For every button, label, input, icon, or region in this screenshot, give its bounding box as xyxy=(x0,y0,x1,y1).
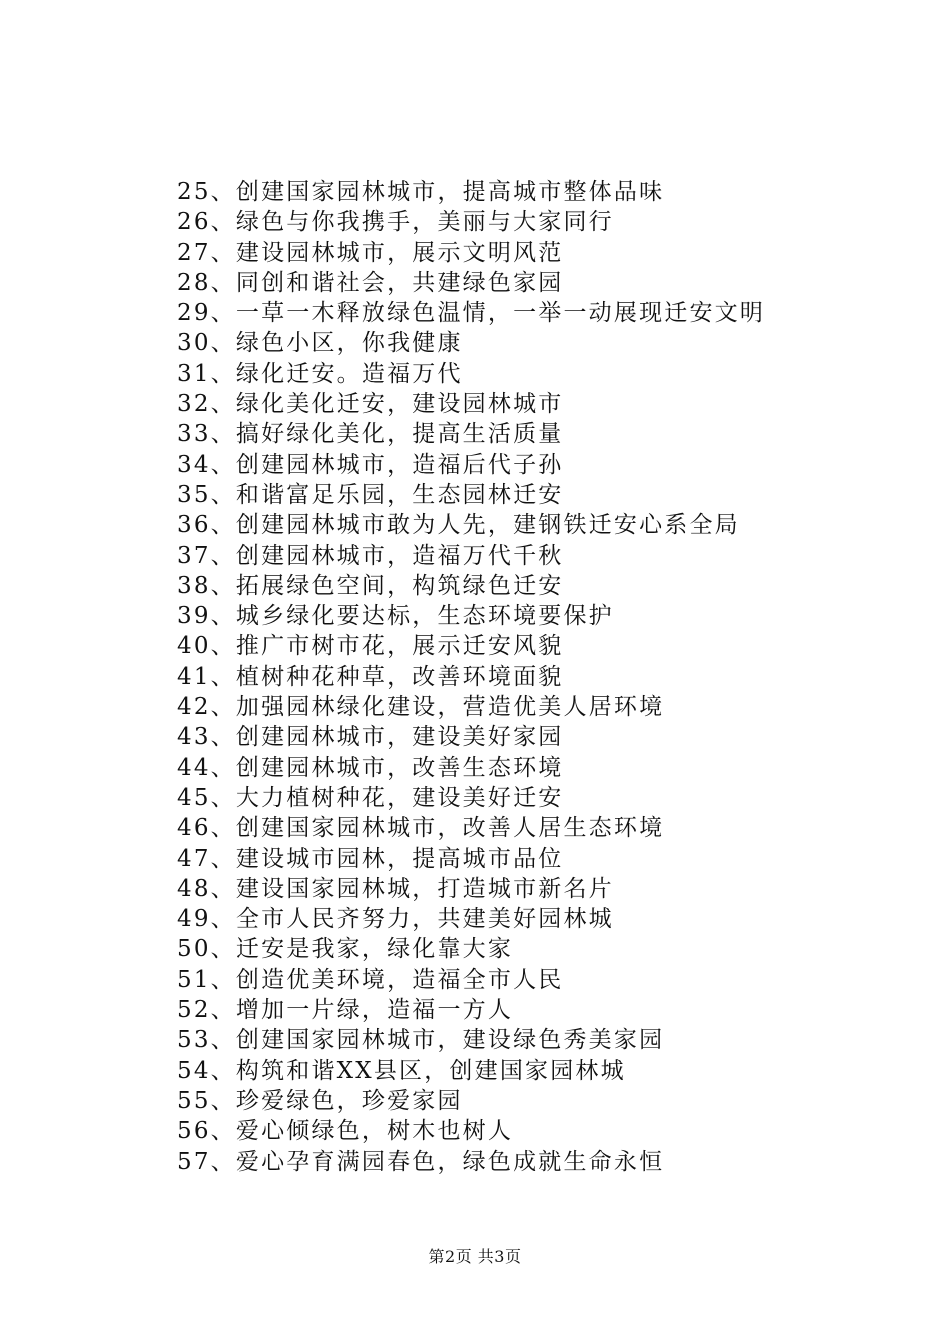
list-item: 41、植树种花种草，改善环境面貌 xyxy=(177,663,564,690)
list-item: 53、创建国家园林城市，建设绿色秀美家园 xyxy=(177,1027,665,1054)
list-item: 57、爱心孕育满园春色，绿色成就生命永恒 xyxy=(177,1148,665,1175)
list-item: 37、创建园林城市，造福万代千秋 xyxy=(177,542,564,569)
list-item: 30、绿色小区，你我健康 xyxy=(177,330,463,357)
list-item: 28、同创和谐社会，共建绿色家园 xyxy=(177,269,564,296)
list-item: 43、创建园林城市，建设美好家园 xyxy=(177,724,564,751)
list-item: 55、珍爱绿色，珍爱家园 xyxy=(177,1087,463,1114)
list-item: 26、绿色与你我携手，美丽与大家同行 xyxy=(177,209,614,236)
list-item: 48、建设国家园林城，打造城市新名片 xyxy=(177,875,614,902)
list-item: 50、迁安是我家，绿化靠大家 xyxy=(177,936,514,963)
list-item: 36、创建园林城市敢为人先，建钢铁迁安心系全局 xyxy=(177,512,740,539)
list-item: 39、城乡绿化要达标，生态环境要保护 xyxy=(177,603,614,630)
list-item: 35、和谐富足乐园，生态园林迁安 xyxy=(177,481,564,508)
list-item: 51、创造优美环境，造福全市人民 xyxy=(177,966,564,993)
list-item: 52、增加一片绿，造福一方人 xyxy=(177,997,514,1024)
list-item: 27、建设园林城市，展示文明风范 xyxy=(177,239,564,266)
page-footer xyxy=(0,1244,950,1267)
list-item: 46、创建国家园林城市，改善人居生态环境 xyxy=(177,815,665,842)
list-item: 47、建设城市园林，提高城市品位 xyxy=(177,845,564,872)
list-item: 44、创建园林城市，改善生态环境 xyxy=(177,754,564,781)
list-item: 31、绿化迁安。造福万代 xyxy=(177,360,463,387)
slogan-list xyxy=(177,177,765,1177)
list-item: 49、全市人民齐努力，共建美好园林城 xyxy=(177,906,614,933)
list-item: 38、拓展绿色空间，构筑绿色迁安 xyxy=(177,572,564,599)
list-item: 32、绿化美化迁安，建设园林城市 xyxy=(177,391,564,418)
list-item: 33、搞好绿化美化，提高生活质量 xyxy=(177,421,564,448)
list-item: 45、大力植树种花，建设美好迁安 xyxy=(177,784,564,811)
list-item: 42、加强园林绿化建设，营造优美人居环境 xyxy=(177,694,665,721)
list-item: 56、爱心倾绿色，树木也树人 xyxy=(177,1118,514,1145)
list-item: 34、创建园林城市，造福后代子孙 xyxy=(177,451,564,478)
list-item: 29、一草一木释放绿色温情，一举一动展现迁安文明 xyxy=(177,300,766,327)
list-item: 40、推广市树市花，展示迁安风貌 xyxy=(177,633,564,660)
list-item: 54、构筑和谐XX县区，创建国家园林城 xyxy=(177,1057,626,1084)
page-number-label: 第2页 共3页 xyxy=(428,1247,522,1266)
list-item: 25、创建国家园林城市，提高城市整体品味 xyxy=(177,179,665,205)
